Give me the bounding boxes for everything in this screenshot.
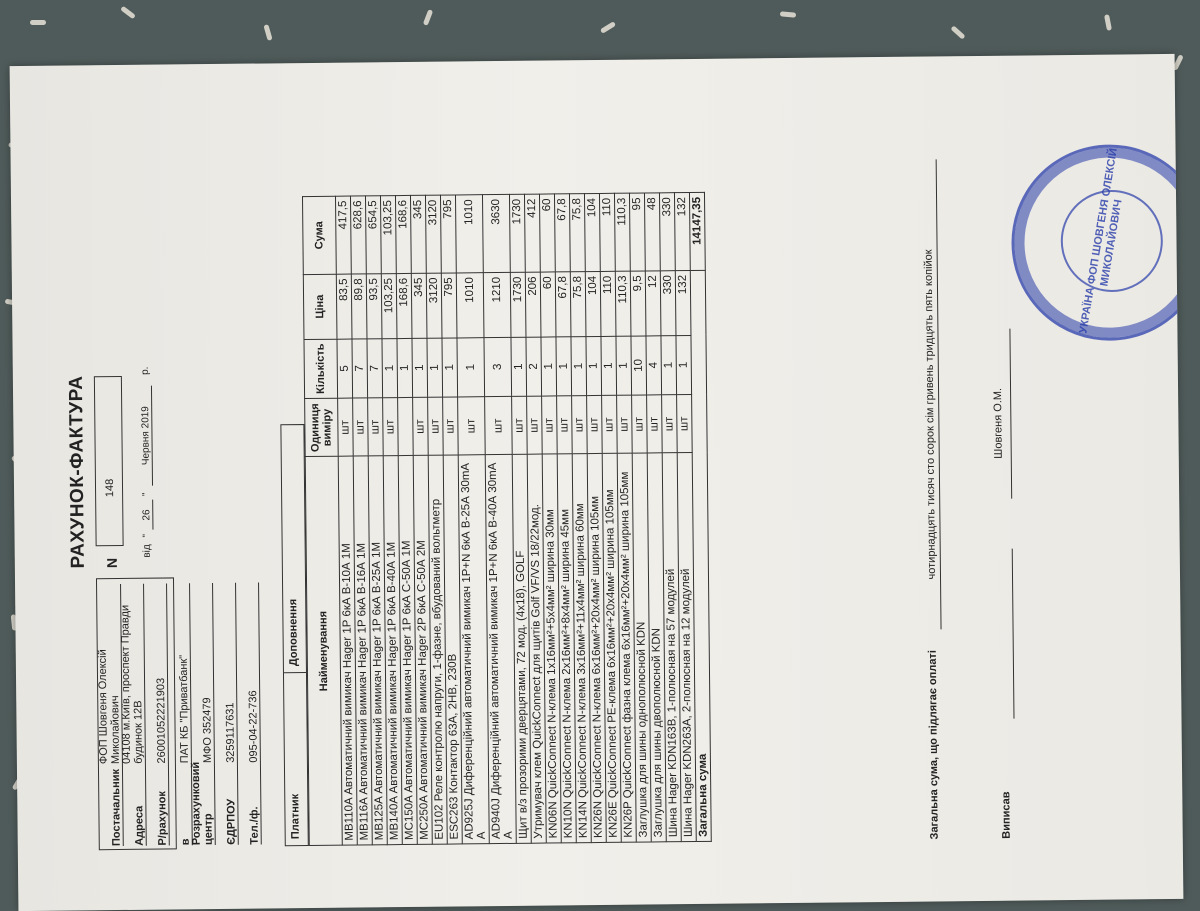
cell-name: Утримувач клем QuickConnect для щитів Golf VF/VS 18/22мод. xyxy=(527,454,546,843)
cell-qty: 2 xyxy=(525,336,541,396)
cell-price: 89,8 xyxy=(351,273,367,338)
cell-sum: 417,5 xyxy=(335,196,351,274)
cell-sum: 60 xyxy=(539,193,555,271)
name-line xyxy=(1009,328,1012,498)
supplier-info xyxy=(98,582,262,846)
col-sum: Сума xyxy=(302,196,336,274)
sum-words-label: Загальна сума, що підлягає оплаті xyxy=(926,649,941,840)
cell-price: 104 xyxy=(585,271,601,336)
cell-unit: шт xyxy=(661,394,677,453)
cell-price: 795 xyxy=(441,272,457,337)
cell-qty: 1 xyxy=(426,337,442,397)
cell-unit: шт xyxy=(601,395,617,454)
invoice-sheet xyxy=(33,97,1161,869)
cell-price: 168,6 xyxy=(396,273,412,338)
cell-unit: шт xyxy=(382,397,398,456)
supplier-row xyxy=(213,582,239,844)
cell-qty: 4 xyxy=(645,335,661,395)
cell-name: KN06N QuickConnect N-клема 1x16мм²+5x4мм² ширина 30мм xyxy=(542,454,561,843)
cell-sum: 412 xyxy=(524,194,540,272)
cell-price: 103,25 xyxy=(381,273,397,338)
cell-name: Заглушка для шины двополюсной KDN xyxy=(647,453,666,842)
cell-qty: 1 xyxy=(456,337,484,397)
cell-qty: 1 xyxy=(615,335,631,395)
cell-sum: 48 xyxy=(644,192,660,270)
cell-unit: шт xyxy=(442,396,458,455)
cell-sum: 110 xyxy=(599,193,615,271)
fabric-dot xyxy=(780,11,796,17)
cell-sum: 95 xyxy=(629,192,645,270)
cell-unit: шт xyxy=(367,397,383,456)
addition-label: Доповнення xyxy=(286,598,300,666)
cell-qty: 1 xyxy=(600,335,616,395)
cell-qty: 5 xyxy=(336,338,352,398)
sum-words-text: чотирнадцять тисяч сто сорок сім гривень тридцять пять копійок xyxy=(922,248,938,580)
col-name: Найменування xyxy=(305,456,342,845)
cell-qty: 1 xyxy=(675,335,691,395)
cell-name: MB140A Автоматичний вимикач Hager 1P 6кА B-40А 1М xyxy=(383,456,402,845)
cell-unit: шт xyxy=(616,395,632,454)
invoice-date: від "26" Червня 2019 р. xyxy=(139,366,153,558)
supplier-label: Постачальник xyxy=(109,768,123,846)
cell-name: Заглушка для шины однополюсной KDN xyxy=(632,453,651,842)
cell-name: AD940J Диференційний автоматичний вимикач 1P+N 6кА B-40А 30mA A xyxy=(485,454,516,843)
supplier-value: 26001052221903 xyxy=(154,677,168,764)
supplier-value: 04108 м.Київ, проспект Правди будинок 12В xyxy=(118,604,145,764)
cell-unit: шт xyxy=(412,397,428,456)
cell-unit: шт xyxy=(646,394,662,453)
cell-sum: 75,8 xyxy=(569,193,585,271)
payer-label: Платник xyxy=(283,672,307,845)
cell-name: KN26N QuickConnect N-клема 6x16мм²+20x4мм² ширина 105мм xyxy=(587,453,606,842)
cell-sum: 345 xyxy=(410,195,426,273)
cell-sum: 67,8 xyxy=(554,193,570,271)
cell-price: 110 xyxy=(600,271,616,336)
cell-sum: 1730 xyxy=(509,194,525,272)
cell-name: MB125A Автоматичний вимикач Hager 1P 6кА B-25А 1М xyxy=(368,456,387,845)
cell-qty: 1 xyxy=(660,335,676,395)
cell-name: MB116A Автоматичний вимикач Hager 1P 6кА B-16А 1М xyxy=(353,456,372,845)
cell-qty: 1 xyxy=(510,336,526,396)
fabric-dot xyxy=(600,21,616,34)
fabric-dot xyxy=(120,6,136,20)
cell-unit: шт xyxy=(676,394,692,453)
cell-qty: 3 xyxy=(483,337,511,397)
cell-name: KN26E QuickConnect PE-клема 6x16мм²+20x4мм² ширина 105мм xyxy=(602,453,621,842)
cell-name: AD925J Диференційний автоматичний вимикач 1P+N 6кА B-25А 30mA A xyxy=(458,455,489,844)
cell-unit: шт xyxy=(631,395,647,454)
col-qty: Кількість xyxy=(303,338,337,398)
supplier-value: 095-04-22-736 xyxy=(246,689,260,763)
cell-price: 1730 xyxy=(510,272,526,337)
fabric-dot xyxy=(423,9,433,26)
col-price: Ціна xyxy=(303,274,337,339)
cell-price: 110,3 xyxy=(615,270,631,335)
supplier-label: Р/рахунок xyxy=(155,790,169,846)
supplier-value: ФОП Шовгеня Олексій Миколайович xyxy=(96,648,122,764)
cell-unit: шт xyxy=(541,395,557,454)
cell-qty: 1 xyxy=(570,336,586,396)
sum-in-words xyxy=(921,139,940,839)
cell-price: 12 xyxy=(645,270,661,335)
signature-block xyxy=(993,138,1012,838)
fabric-dot xyxy=(263,24,272,41)
cell-qty: 1 xyxy=(540,336,556,396)
cell-sum: 132 xyxy=(674,192,690,270)
supplier-label: ЄДРПОУ xyxy=(224,798,238,845)
supplier-label: Адреса xyxy=(132,805,146,846)
cell-price: 132 xyxy=(675,270,691,335)
cell-sum: 330 xyxy=(659,192,675,270)
cell-price: 3120 xyxy=(426,272,442,337)
cell-qty: 7 xyxy=(366,338,382,398)
total-value: 14147,35 xyxy=(689,192,705,270)
date-suffix: р. xyxy=(139,366,151,375)
cell-name: MC150A Автоматичний вимикач Hager 1P 6кА C-50А 1М xyxy=(398,455,417,844)
cell-name: KN14N QuickConnect N-клема 3x16мм²+11x4мм² ширина 60мм xyxy=(572,454,591,843)
cell-sum: 795 xyxy=(440,194,456,272)
cell-unit: шт xyxy=(511,396,527,455)
cell-sum: 168,6 xyxy=(395,195,411,273)
cell-price: 345 xyxy=(411,273,427,338)
cell-unit: шт xyxy=(571,395,587,454)
supplier-row xyxy=(144,583,170,845)
supplier-row xyxy=(190,583,216,845)
cell-sum: 103,25 xyxy=(380,195,396,273)
cell-price: 75,8 xyxy=(570,271,586,336)
cell-sum: 3120 xyxy=(425,195,441,273)
cell-qty: 1 xyxy=(441,337,457,397)
cell-sum: 3630 xyxy=(482,194,510,272)
fabric-dot xyxy=(950,25,965,39)
supplier-label: в xyxy=(179,837,192,845)
fabric-dot xyxy=(30,20,46,25)
document-title: РАХУНОК-ФАКТУРА xyxy=(65,375,89,569)
seal-text: УКРАЇНА ФОП ШОВГЕНЯ ОЛЕКСІЙ МИКОЛАЙОВИЧ xyxy=(1077,147,1125,335)
issuer-name: Шовгеня О.М. xyxy=(991,387,1005,459)
cell-name: EU102 Реле контролю напруги, 1-фазне, вбудований вольтметр xyxy=(428,455,447,844)
cell-name: MC250A Автоматичний вимикач Hager 2P 6кА C-50А 2М xyxy=(413,455,432,844)
cell-price: 206 xyxy=(525,271,541,336)
cell-price: 67,8 xyxy=(555,271,571,336)
cell-unit: шт xyxy=(427,397,443,456)
invoice-number: 148 xyxy=(93,375,123,545)
supplier-row xyxy=(118,583,147,846)
cell-sum: 654,5 xyxy=(365,195,381,273)
cell-unit: шт xyxy=(526,396,542,455)
cell-unit: шт xyxy=(556,395,572,454)
cell-name: Шина Hager KDN163B, 1-полюсная на 57 модулей xyxy=(662,453,681,842)
items-table xyxy=(301,191,711,845)
table-body xyxy=(335,192,696,845)
cell-price: 1010 xyxy=(456,272,484,337)
cell-unit: шт xyxy=(352,397,368,456)
supplier-value: 3259117631 xyxy=(223,701,237,763)
cell-price: 83,5 xyxy=(336,273,352,338)
cell-unit: шт xyxy=(337,398,353,457)
cell-sum: 1010 xyxy=(455,194,483,272)
cell-unit: шт xyxy=(586,395,602,454)
cell-qty: 1 xyxy=(555,336,571,396)
cell-qty: 1 xyxy=(396,338,412,398)
number-label: N xyxy=(103,557,120,568)
invoice-paper xyxy=(10,54,1184,911)
cell-name: Шина Hager KDN263A, 2-полюсная на 12 модулей xyxy=(677,452,696,841)
cell-unit: шт xyxy=(457,396,485,455)
supplier-label: Розрахунковий центр xyxy=(189,761,215,845)
supplier-row xyxy=(236,582,262,844)
cell-name: KN10N QuickConnect N-клема 2x16мм²+8x4мм² ширина 45мм xyxy=(557,454,576,843)
date-prefix: від xyxy=(141,543,153,558)
cell-name: Щит в/з прозорими дверцятами, 72 мод. (4x18), GOLF xyxy=(512,454,531,843)
cell-qty: 1 xyxy=(381,338,397,398)
cell-name: KN26P QuickConnect фазна клема 6x16мм²+20x4мм² ширина 105мм xyxy=(617,453,636,842)
cell-unit: шт xyxy=(484,396,512,455)
cell-name: ESC263 Контактор 63А, 2НВ, 230В xyxy=(443,455,462,844)
cell-sum: 104 xyxy=(584,193,600,271)
cell-price: 1210 xyxy=(483,272,511,337)
cell-price: 60 xyxy=(540,271,556,336)
date-month: Червня 2019 xyxy=(139,385,152,485)
cell-qty: 1 xyxy=(585,336,601,396)
cell-qty: 7 xyxy=(351,338,367,398)
cell-sum: 110,3 xyxy=(614,193,630,271)
cell-qty: 1 xyxy=(411,337,427,397)
cell-qty: 10 xyxy=(630,335,646,395)
payer-row xyxy=(280,424,308,846)
cell-unit xyxy=(397,397,413,456)
cell-sum: 628,6 xyxy=(350,195,366,273)
supplier-value: ПАТ КБ "Приватбанк" xyxy=(177,654,191,763)
cell-price: 330 xyxy=(660,270,676,335)
cell-price: 93,5 xyxy=(366,273,382,338)
supplier-label: Тел./ф. xyxy=(247,805,261,845)
fabric-dot xyxy=(1104,14,1112,31)
cell-price: 9,5 xyxy=(630,270,646,335)
total-label: Загальна сума xyxy=(690,270,711,841)
issued-label: Виписав xyxy=(999,790,1013,839)
signature-line xyxy=(1011,548,1014,718)
date-day: 26 xyxy=(141,499,153,529)
supplier-value: МФО 352479 xyxy=(200,696,214,763)
cell-name: MB110A Автоматичний вимикач Hager 1P 6кА B-10А 1М xyxy=(338,456,357,845)
col-unit: Одиниця виміру xyxy=(304,398,338,457)
supplier-row xyxy=(167,583,193,845)
